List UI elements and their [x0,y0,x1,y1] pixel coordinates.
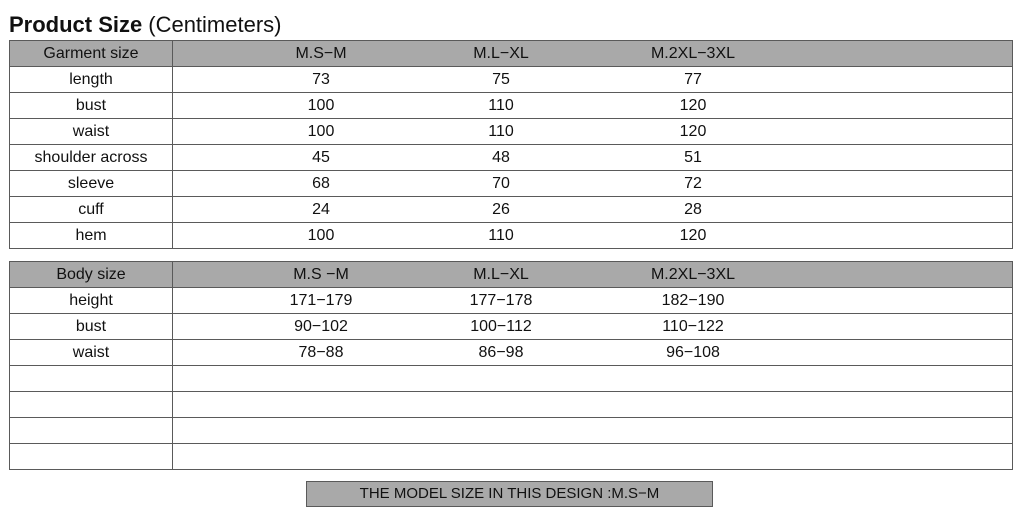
row-values [173,340,1013,366]
size-value: 100 [307,97,335,114]
garment-size-table [9,40,1013,249]
row-values [173,223,1013,249]
row-label: shoulder across [10,145,173,171]
size-value: 45 [312,149,330,166]
size-value: 68 [312,175,330,192]
size-column-header: M.2XL−3XL [650,45,736,62]
size-value: 182−190 [661,292,725,309]
size-column-header: M.S−M [295,45,347,62]
row-label: waist [10,340,173,366]
table-row [10,197,1013,223]
row-label: bust [10,93,173,119]
table-row [10,392,1013,418]
row-values [173,392,1013,418]
row-values [173,366,1013,392]
size-value: 177−178 [469,292,533,309]
table-row [10,314,1013,340]
row-values [173,418,1013,444]
size-value: 120 [679,123,707,140]
page-title [9,10,282,40]
row-label [10,444,173,470]
row-label: length [10,67,173,93]
row-values [173,119,1013,145]
size-value: 86−98 [478,344,524,361]
table-header-row [10,41,1013,67]
model-size-note: THE MODEL SIZE IN THIS DESIGN :M.S−M [306,481,713,507]
size-value: 110 [488,97,514,114]
size-column-header: M.L−XL [473,45,529,62]
table-row [10,288,1013,314]
row-values [173,171,1013,197]
table-header-row [10,262,1013,288]
size-value: 48 [492,149,510,166]
title-main: Product Size [9,12,143,37]
row-label: hem [10,223,173,249]
header-label: Garment size [10,41,173,67]
table-row [10,366,1013,392]
size-column-header: M.S −M [293,266,349,283]
header-label: Body size [10,262,173,288]
size-value: 77 [684,71,702,88]
size-value: 171−179 [289,292,353,309]
row-values [173,444,1013,470]
table-row [10,223,1013,249]
size-value: 110−122 [662,318,724,335]
row-label [10,366,173,392]
size-value: 26 [492,201,510,218]
size-value: 120 [679,227,707,244]
size-value: 96−108 [666,344,720,361]
table-row [10,444,1013,470]
table-row [10,145,1013,171]
row-values [173,197,1013,223]
size-column-header: M.2XL−3XL [650,266,736,283]
size-value: 100 [307,123,335,140]
table-row [10,340,1013,366]
size-value: 75 [492,71,510,88]
row-label [10,392,173,418]
header-size-columns [173,262,1013,288]
size-value: 110 [488,227,514,244]
size-value: 73 [312,71,330,88]
size-value: 120 [679,97,707,114]
header-size-columns [173,41,1013,67]
table-row [10,67,1013,93]
row-label: sleeve [10,171,173,197]
size-value: 110 [488,123,514,140]
table-row [10,119,1013,145]
row-values [173,145,1013,171]
row-label: height [10,288,173,314]
table-row [10,93,1013,119]
body-size-table [9,261,1013,470]
row-values [173,288,1013,314]
row-values [173,93,1013,119]
size-value: 78−88 [298,344,344,361]
title-unit: (Centimeters) [148,12,282,37]
size-value: 100−112 [470,318,532,335]
size-value: 70 [492,175,510,192]
size-value: 90−102 [294,318,348,335]
size-value: 72 [684,175,702,192]
size-value: 51 [684,149,702,166]
row-label [10,418,173,444]
size-value: 28 [684,201,702,218]
table-row [10,418,1013,444]
row-label: cuff [10,197,173,223]
row-values [173,314,1013,340]
size-value: 100 [307,227,335,244]
table-row [10,171,1013,197]
size-value: 24 [312,201,330,218]
row-values [173,67,1013,93]
size-column-header: M.L−XL [473,266,529,283]
row-label: bust [10,314,173,340]
row-label: waist [10,119,173,145]
